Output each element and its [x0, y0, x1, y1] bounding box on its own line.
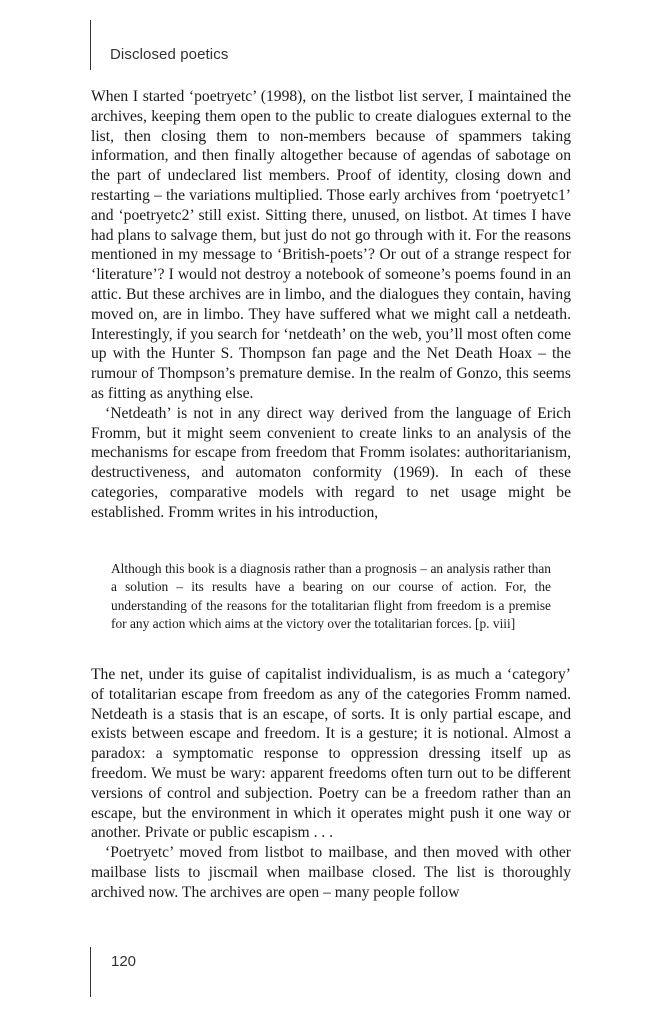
page-number: 120	[111, 953, 137, 970]
paragraph: ‘Poetryetc’ moved from listbot to mailbase, and then moved with other mailbase lists to jiscmail when mailbase closed. The list is thoroughly archived now. The archives are open – many people follow	[91, 844, 571, 901]
running-head: Disclosed poetics	[110, 46, 229, 63]
footer-rule	[90, 947, 91, 997]
body-text-top	[91, 87, 571, 523]
header-rule	[90, 20, 91, 70]
paragraph: The net, under its guise of capitalist individualism, is as much a ‘category’ of totalitarian escape from freedom as any of the categories Fromm named. Netdeath is a stasis that is an escape, of sorts. It is only partial escape, and exists between escape and freedom. It is a gesture; it is notional. Almost a paradox: a symptomatic response to oppression dressing itself up as freedom. We must be wary: apparent freedoms often turn out to be different versions of control and subjection. Poetry can be a freedom rather than an escape, but the environment in which it operates might push it one way or another. Private or public escapism . . .	[91, 666, 571, 842]
body-text-bottom	[91, 665, 571, 903]
paragraph: When I started ‘poetryetc’ (1998), on the listbot list server, I maintained the archives, keeping them open to the public to create dialogues external to the list, then closing them to non-members because of spammers taking information, and then finally altogether because of agendas of sabotage on the part of undeclared list members. Proof of identity, closing down and restarting – the variations multiplied. Those early archives from ‘poetryetc1’ and ‘poetryetc2’ still exist. Sitting there, unused, on listbot. At times I have had plans to salvage them, but just do not go through with it. For the reasons mentioned in my message to ‘British-poets’? Or out of a strange respect for ‘literature’? I would not destroy a notebook of someone’s poems found in an attic. But these archives are in limbo, and the dialogues they contain, having moved on, are in limbo. They have suffered what we might call a netdeath. Interestingly, if you search for ‘netdeath’ on the web, you’ll most often come up with the Hunter S. Thompson fan page and the Net Death Hoax – the rumour of Thompson’s premature demise. In the realm of Gonzo, this seems as fitting as anything else.	[91, 88, 571, 402]
block-quote: Although this book is a diagnosis rather than a prognosis – an analysis rather than a solution – its results have a bearing on our course of action. For, the understanding of the reasons for the totalitarian flight from freedom is a premise for any action which aims at the victory over the totalitarian forces. [p. viii]	[111, 561, 551, 631]
paragraph: ‘Netdeath’ is not in any direct way derived from the language of Erich Fromm, but it might seem convenient to create links to an analysis of the mechanisms for escape from freedom that Fromm isolates: authoritarianism, destructiveness, and automaton conformity (1969). In each of these categories, comparative models with regard to net usage might be established. Fromm writes in his introduction,	[91, 404, 571, 521]
